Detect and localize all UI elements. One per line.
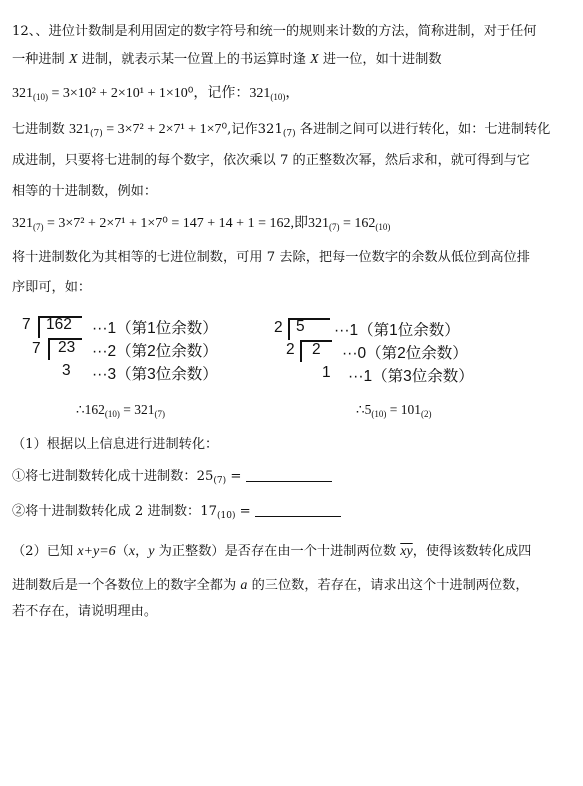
division-bracket bbox=[288, 318, 330, 340]
divisor: 7 bbox=[22, 316, 31, 333]
decimal-conversion-line-1: 将十进制数化为其相等的七进位制数，可用 7 去除，把每一位数字的余数从低位到高位排 bbox=[12, 250, 530, 265]
answer-blank[interactable] bbox=[246, 467, 332, 482]
septenary-line-1: 七进制数 $321_{(7)} = 3\times 7^2 + 2\times 7^1 + 1\times 7^0$,记作$321_{(7)}$ 各进制之间可以进行转化，如：七进制转化 bbox=[12, 122, 551, 139]
septenary-line-3: 相等的十进制数，例如： bbox=[12, 184, 158, 199]
remainder: ···2（第2位余数） bbox=[92, 343, 218, 360]
dividend: 5 bbox=[296, 318, 305, 335]
question-2-line-3: 若不存在，请说明理由。 bbox=[12, 604, 158, 619]
remainder: ···1（第1位余数） bbox=[334, 322, 460, 339]
divisor: 2 bbox=[274, 319, 283, 336]
dividend: 23 bbox=[58, 339, 76, 356]
divisor: 2 bbox=[286, 341, 295, 358]
conclusion: $\therefore 5_{(10)} = 101_{(2)}$ bbox=[356, 402, 432, 419]
answer-blank[interactable] bbox=[255, 502, 341, 517]
quotient: 3 bbox=[62, 362, 71, 379]
septenary-line-2: 成进制，只要将七进制的每个数字，依次乘以 7 的正整数次幂，然后求和，就可得到与它 bbox=[12, 153, 530, 168]
question-1a: ①将七进制数转化成十进制数：$25_{(7)}$ = bbox=[12, 467, 332, 491]
question-2-line-1: （2）已知 x+y=6（x，y 为正整数）是否存在由一个十进制两位数 $\overline{xy}$，使得该数转化成四 bbox=[12, 544, 532, 559]
example-septenary: $321_{(7)} = 3\times 7^2 + 2\times 7^1 + 1\times 7^0 = 147 + 14 + 1 = 162$,即$321_{(7)} = 162_{(10)}$ bbox=[12, 216, 391, 232]
remainder: ···0（第2位余数） bbox=[342, 345, 468, 362]
example-decimal: $321_{(10)} = 3\times 10^2 + 2\times 10^1 + 1\times 10^0$，记作：$321_{(10)}$， bbox=[12, 86, 300, 102]
question-1b: ②将十进制数转化成 2 进制数：$17_{(10)}$ = bbox=[12, 502, 341, 526]
dividend: 162 bbox=[46, 316, 72, 333]
remainder: ···3（第3位余数） bbox=[92, 366, 218, 383]
remainder: ···1（第3位余数） bbox=[348, 368, 474, 385]
question-1: （1）根据以上信息进行进制转化： bbox=[12, 437, 219, 452]
conclusion: $\therefore 162_{(10)} = 321_{(7)}$ bbox=[76, 402, 165, 419]
decimal-conversion-line-2: 序即可，如： bbox=[12, 280, 92, 295]
divisor: 7 bbox=[32, 340, 41, 357]
intro-line-2: 一种进制 X 进制，就表示某一位置上的书运算时逢 X 进一位，如十进制数 bbox=[12, 52, 442, 67]
intro-line-1: 12、、进位计数制是利用固定的数字符号和统一的规则来计数的方法，简称进制，对于任何 bbox=[12, 24, 537, 39]
dividend: 2 bbox=[312, 341, 321, 358]
question-2-line-2: 进制数后是一个各数位上的数字全都为 a 的三位数，若存在，请求出这个十进制两位数， bbox=[12, 578, 529, 593]
quotient: 1 bbox=[322, 364, 331, 381]
remainder: ···1（第1位余数） bbox=[92, 320, 218, 337]
